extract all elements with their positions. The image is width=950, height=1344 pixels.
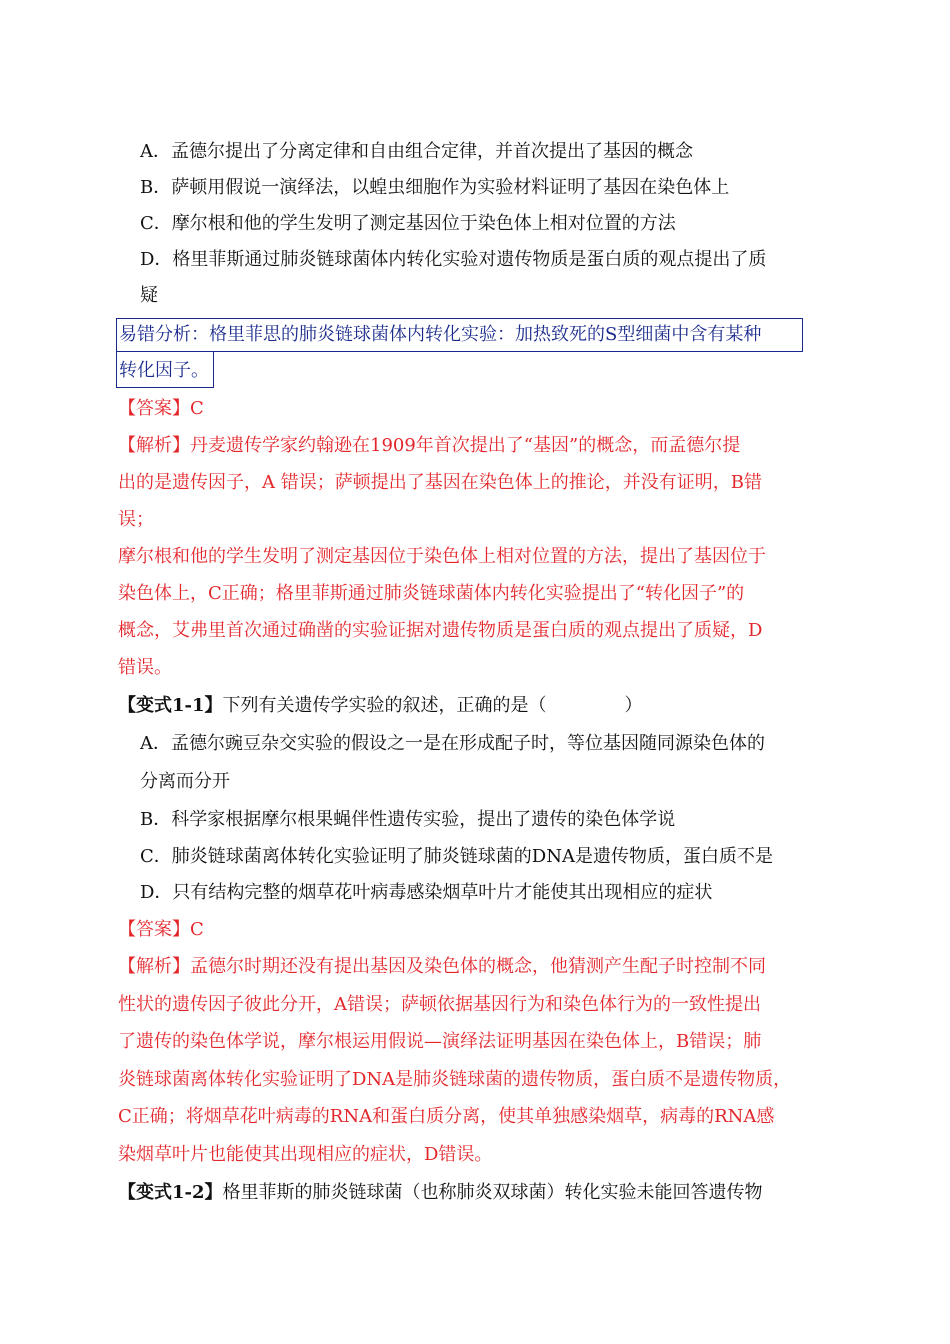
option-d: D．只有结构完整的烟草花叶病毒感染烟草叶片才能使其出现相应的症状 bbox=[140, 882, 713, 903]
analysis-text: 出的是遗传因子，A 错误；萨顿提出了基因在染色体上的推论，并没有证明，B错 bbox=[118, 472, 762, 493]
option-a: A．孟德尔豌豆杂交实验的假设之一是在形成配子时，等位基因随同源染色体的 bbox=[140, 733, 765, 754]
variant-1-1-close: ） bbox=[624, 695, 643, 716]
analysis-text: 染烟草叶片也能使其出现相应的症状，D错误。 bbox=[118, 1144, 493, 1165]
analysis-text: 概念，艾弗里首次通过确凿的实验证据对遗传物质是蛋白质的观点提出了质疑，D bbox=[118, 620, 763, 641]
analysis-text: 丹麦遗传学家约翰逊在1909年首次提出了“基因”的概念，而孟德尔提 bbox=[190, 435, 741, 456]
option-d-continued: 疑 bbox=[140, 285, 158, 306]
answer-line bbox=[118, 918, 204, 942]
variant-1-2-question: 格里菲斯的肺炎链球菌（也称肺炎双球菌）转化实验未能回答遗传物 bbox=[222, 1182, 763, 1203]
analysis-text: 错误。 bbox=[118, 657, 172, 678]
error-analysis-text-continued: 转化因子。 bbox=[119, 360, 209, 381]
analysis-text: 摩尔根和他的学生发明了测定基因位于染色体上相对位置的方法，提出了基因位于 bbox=[118, 546, 766, 567]
analysis-label: 【解析】 bbox=[118, 435, 190, 456]
variant-1-2-stem bbox=[118, 1181, 763, 1205]
option-b: B．萨顿用假说一演绎法，以蝗虫细胞作为实验材料证明了基因在染色体上 bbox=[140, 177, 730, 198]
answer-label: 【答案】 bbox=[118, 398, 190, 419]
variant-1-2-label: 【变式1-2】 bbox=[118, 1182, 223, 1203]
variant-1-1-label: 【变式1-1】 bbox=[118, 695, 223, 716]
analysis-text: 误； bbox=[118, 509, 154, 530]
analysis-text: 染色体上，C正确；格里菲斯通过肺炎链球菌体内转化实验提出了“转化因子”的 bbox=[118, 583, 745, 604]
variant-1-1-stem bbox=[118, 694, 643, 718]
option-c: C．摩尔根和他的学生发明了测定基因位于染色体上相对位置的方法 bbox=[140, 213, 676, 234]
option-d: D．格里菲斯通过肺炎链球菌体内转化实验对遗传物质是蛋白质的观点提出了质 bbox=[140, 249, 767, 270]
analysis-line bbox=[118, 955, 766, 979]
analysis-text: 孟德尔时期还没有提出基因及染色体的概念，他猜测产生配子时控制不同 bbox=[190, 956, 766, 977]
answer-value: C bbox=[190, 919, 204, 940]
analysis-text: 性状的遗传因子彼此分开，A错误；萨顿依据基因行为和染色体行为的一致性提出 bbox=[118, 994, 761, 1015]
analysis-label: 【解析】 bbox=[118, 956, 190, 977]
analysis-text: C正确；将烟草花叶病毒的RNA和蛋白质分离，使其单独感染烟草，病毒的RNA感 bbox=[118, 1106, 775, 1127]
answer-value: C bbox=[190, 398, 204, 419]
answer-line bbox=[118, 397, 204, 421]
option-a: A．孟德尔提出了分离定律和自由组合定律，并首次提出了基因的概念 bbox=[140, 141, 693, 162]
analysis-text: 炎链球菌离体转化实验证明了DNA是肺炎链球菌的遗传物质，蛋白质不是遗传物质， bbox=[118, 1069, 792, 1090]
option-a-continued: 分离而分开 bbox=[140, 771, 230, 792]
variant-1-1-question: 下列有关遗传学实验的叙述，正确的是（ bbox=[222, 695, 547, 716]
option-c: C．肺炎链球菌离体转化实验证明了肺炎链球菌的DNA是遗传物质，蛋白质不是 bbox=[140, 846, 773, 867]
analysis-line bbox=[118, 434, 740, 458]
analysis-text: 了遗传的染色体学说，摩尔根运用假说—演绎法证明基因在染色体上，B错误；肺 bbox=[118, 1031, 762, 1052]
answer-label: 【答案】 bbox=[118, 919, 190, 940]
option-b: B．科学家根据摩尔根果蝇伴性遗传实验，提出了遗传的染色体学说 bbox=[140, 809, 676, 830]
error-analysis-text: 易错分析：格里菲思的肺炎链球菌体内转化实验：加热致死的S型细菌中含有某种 bbox=[119, 324, 762, 345]
